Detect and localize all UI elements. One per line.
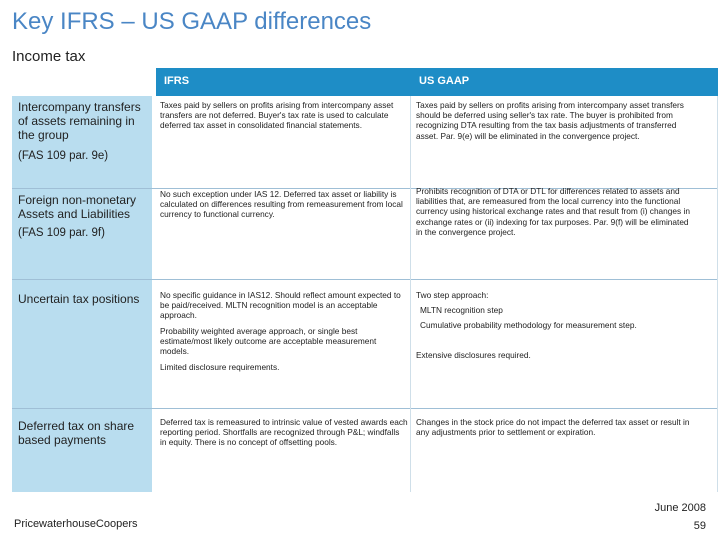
footer-date: June 2008 bbox=[654, 502, 706, 514]
ifrs-cell: Taxes paid by sellers on profits arising from intercompany asset transfers are not deferred. Buyer's tax rate is used to calculate deferred tax asset in consolidated financial statements. bbox=[160, 100, 394, 131]
row-label: Intercompany transfers of assets remaining in the group bbox=[18, 100, 141, 142]
usgaap-cell: Prohibits recognition of DTA or DTL for differences related to assets and liabilities that, are remeasured from the local currency into the functional currency using historical exchange rates and that result from (i) changes in exchange rates or (ii) indexing for tax purposes. Par. 9(f) will be eliminated in the convergence project. bbox=[416, 186, 690, 237]
ifrs-cell: Deferred tax is remeasured to intrinsic value of vested awards each reporting period. Shortfalls are recognized through P&L; windfalls in equity. There is no concept of offsetting pools. bbox=[160, 417, 408, 448]
company-name: PricewaterhouseCoopers bbox=[14, 518, 138, 530]
usgaap-cell: Two step approach: bbox=[416, 290, 489, 300]
row-reference: (FAS 109 par. 9e) bbox=[18, 150, 109, 162]
ifrs-cell: No specific guidance in IAS12. Should reflect amount expected to be paid/received. MLTN recognition model is an acceptable approach. bbox=[160, 290, 401, 321]
column-divider bbox=[410, 96, 411, 492]
page-number: 59 bbox=[693, 520, 706, 532]
column-header-ifrs: IFRS bbox=[164, 75, 190, 87]
usgaap-cell: Cumulative probability methodology for measurement step. bbox=[420, 320, 637, 330]
comparison-table bbox=[12, 68, 708, 492]
row-label: Foreign non-monetary Assets and Liabilities bbox=[18, 193, 137, 221]
ifrs-cell: Limited disclosure requirements. bbox=[160, 362, 280, 372]
row-label-cell bbox=[12, 409, 152, 492]
page-title: Key IFRS – US GAAP differences bbox=[12, 8, 372, 35]
usgaap-cell: MLTN recognition step bbox=[420, 305, 503, 315]
usgaap-cell: Taxes paid by sellers on profits arising from intercompany asset transfers should be deferred using seller's tax rate. The buyer is prohibited from recognizing DTA resulting from the tax basis adjustments of transferred asset. Par. 9(e) will be eliminated in the convergence project. bbox=[416, 100, 684, 141]
ifrs-cell: No such exception under IAS 12. Deferred tax asset or liability is calculated on differences resulting from remeasurement from local currency to functional currency. bbox=[160, 189, 403, 220]
row-label: Deferred tax on share based payments bbox=[18, 419, 135, 447]
row-label: Uncertain tax positions bbox=[18, 292, 140, 306]
row-divider bbox=[12, 408, 718, 409]
page-subtitle: Income tax bbox=[12, 48, 86, 65]
ifrs-cell: Probability weighted average approach, or single best estimate/most likely outcome are acceptable measurement models. bbox=[160, 326, 377, 357]
row-label-cell bbox=[12, 189, 152, 279]
usgaap-cell: Extensive disclosures required. bbox=[416, 350, 531, 360]
column-divider bbox=[717, 96, 718, 492]
row-divider bbox=[12, 279, 718, 280]
usgaap-cell: Changes in the stock price do not impact the deferred tax asset or result in any adjustments prior to settlement or expiration. bbox=[416, 417, 690, 438]
table-header bbox=[156, 68, 718, 96]
row-reference: (FAS 109 par. 9f) bbox=[18, 227, 105, 239]
column-header-usgaap: US GAAP bbox=[419, 75, 470, 87]
row-label-cell bbox=[12, 96, 152, 188]
row-label-cell bbox=[12, 280, 152, 408]
